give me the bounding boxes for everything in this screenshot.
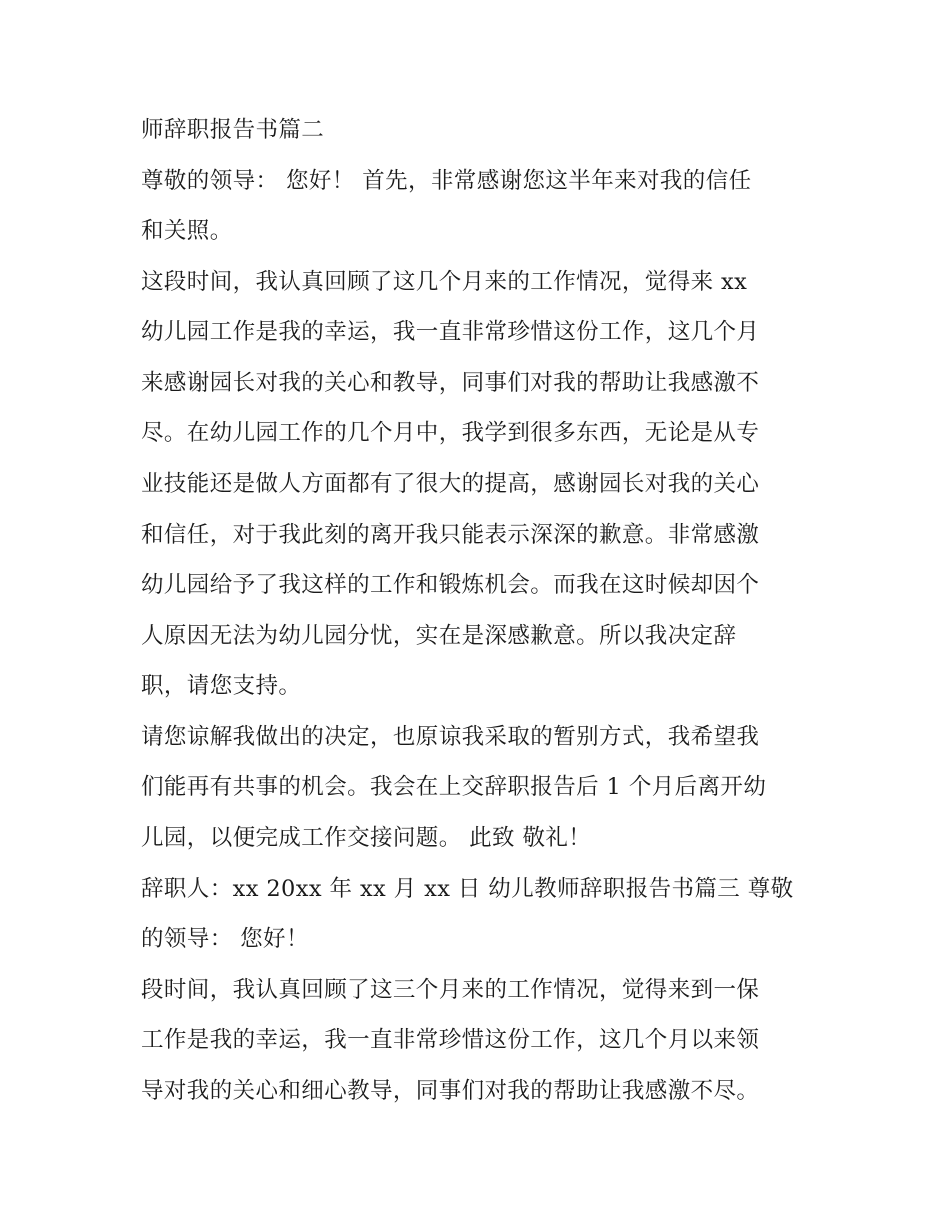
text-line: 幼儿园工作是我的幸运，我一直非常珍惜这份工作，这几个月 [141,319,760,345]
text-line: 请您谅解我做出的决定，也原谅我采取的暂别方式，我希望我 [141,724,760,750]
text-line: 儿园，以便完成工作交接问题。 此致 敬礼！ [141,825,592,851]
text-line: 工作是我的幸运，我一直非常珍惜这份工作，这几个月以来领 [141,1027,760,1053]
text-line: 业技能还是做人方面都有了很大的提高，感谢园长对我的关心 [141,471,760,497]
text-line: 辞职人：xx 20xx 年 xx 月 xx 日 幼儿教师辞职报告书篇三 尊敬 [141,876,794,902]
text-line: 来感谢园长对我的关心和教导，同事们对我的帮助让我感激不 [141,370,760,396]
text-line: 段时间，我认真回顾了这三个月来的工作情况，觉得来到一保 [141,977,760,1003]
text-line: 职，请您支持。 [141,673,302,699]
text-line: 人原因无法为幼儿园分忧，实在是深感歉意。所以我决定辞 [141,623,737,649]
text-line: 师辞职报告书篇二 [141,117,325,143]
text-line: 和信任，对于我此刻的离开我只能表示深深的歉意。非常感激 [141,522,760,548]
text-line: 尊敬的领导： 您好！ 首先，非常感谢您这半年来对我的信任 [141,168,752,194]
text-line: 这段时间，我认真回顾了这几个月来的工作情况，觉得来 xx [141,269,748,295]
text-line: 幼儿园给予了我这样的工作和锻炼机会。而我在这时候却因个 [141,572,760,598]
text-line: 们能再有共事的机会。我会在上交辞职报告后 1 个月后离开幼 [141,774,767,800]
text-line: 的领导： 您好！ [141,926,309,952]
text-line: 导对我的关心和细心教导，同事们对我的帮助让我感激不尽。 [141,1078,760,1104]
text-line: 和关照。 [141,218,233,244]
text-line: 尽。在幼儿园工作的几个月中，我学到很多东西，无论是从专 [141,420,760,446]
